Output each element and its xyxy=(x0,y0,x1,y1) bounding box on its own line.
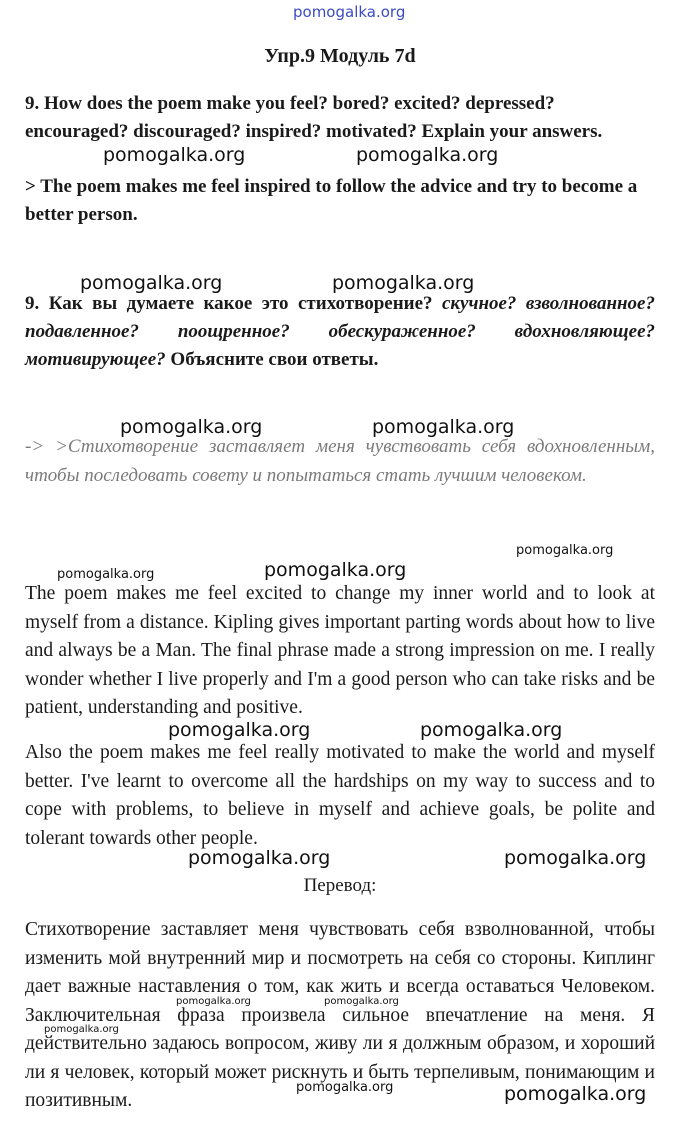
paragraph-en-2: Also the poem makes me feel really motivated to make the world and myself better. I've learnt to overcome all the hardships on my way to success and to cope with problems, to believe in myself and achieve goals, be polite and tolerant towards other people. xyxy=(25,742,655,849)
watermark: pomogalka.org xyxy=(120,416,263,438)
watermark: pomogalka.org xyxy=(44,1024,119,1035)
question-ru xyxy=(25,290,655,374)
watermark: pomogalka.org xyxy=(356,144,499,166)
watermark: pomogalka.org xyxy=(324,996,399,1007)
translation-heading: Перевод: xyxy=(303,875,377,896)
watermark: pomogalka.org xyxy=(264,559,407,581)
watermark: pomogalka.org xyxy=(420,719,563,741)
translation-text: Стихотворение заставляет меня чувствовать себя взволнованной, чтобы изменить мой внутренний мир и посмотреть на себя со стороны. Киплинг дает важные наставления о том, как жить и всегда оставаться Человеком. Заключительная фраза произвела сильное впечатление на меня. Я действительно задаюсь вопросом, живу ли я должным образом, и хороший ли я человек, который может рискнуть и быть терпеливым, понимающим и позитивным. xyxy=(25,919,655,1111)
watermark: pomogalka.org xyxy=(103,144,246,166)
question-ru-start: 9. Как вы думаете какое это стихотворение? xyxy=(25,293,433,314)
answer-ru: -> >Стихотворение заставляет меня чувствовать себя вдохновленным, чтобы последовать совету и попытаться стать лучшим человеком. xyxy=(25,436,655,486)
answer-en: > The poem makes me feel inspired to follow the advice and try to become a better person. xyxy=(25,176,638,225)
watermark: pomogalka.org xyxy=(516,543,614,558)
watermark: pomogalka.org xyxy=(168,719,311,741)
watermark: pomogalka.org xyxy=(296,1080,394,1095)
watermark: pomogalka.org xyxy=(188,847,331,869)
watermark: pomogalka.org xyxy=(57,567,155,582)
question-ru-options: скучное? взволнованное? подавленное? поощренное? обескураженное? вдохновляющее? мотивирующее? xyxy=(25,293,655,370)
paragraph-en-1: The poem makes me feel excited to change my inner world and to look at myself from a distance. Kipling gives important parting words about how to live and always be a Man. The final phrase made a strong impression on me. I really wonder whether I live properly and I'm a good person who can take risks and be patient, understanding and positive. xyxy=(25,583,655,718)
watermark: pomogalka.org xyxy=(372,416,515,438)
page-title: Упр.9 Модуль 7d xyxy=(264,45,416,67)
watermark: pomogalka.org xyxy=(80,272,223,294)
watermark: pomogalka.org xyxy=(176,996,251,1007)
watermark: pomogalka.org xyxy=(332,272,475,294)
watermark: pomogalka.org xyxy=(504,847,647,869)
question-en: 9. How does the poem make you feel? bored? excited? depressed? encouraged? discouraged? inspired? motivated? Explain your answers. xyxy=(25,93,603,142)
watermark: pomogalka.org xyxy=(504,1083,647,1105)
watermark-top: pomogalka.org xyxy=(293,3,406,21)
question-ru-end: Объясните свои ответы. xyxy=(170,349,379,370)
